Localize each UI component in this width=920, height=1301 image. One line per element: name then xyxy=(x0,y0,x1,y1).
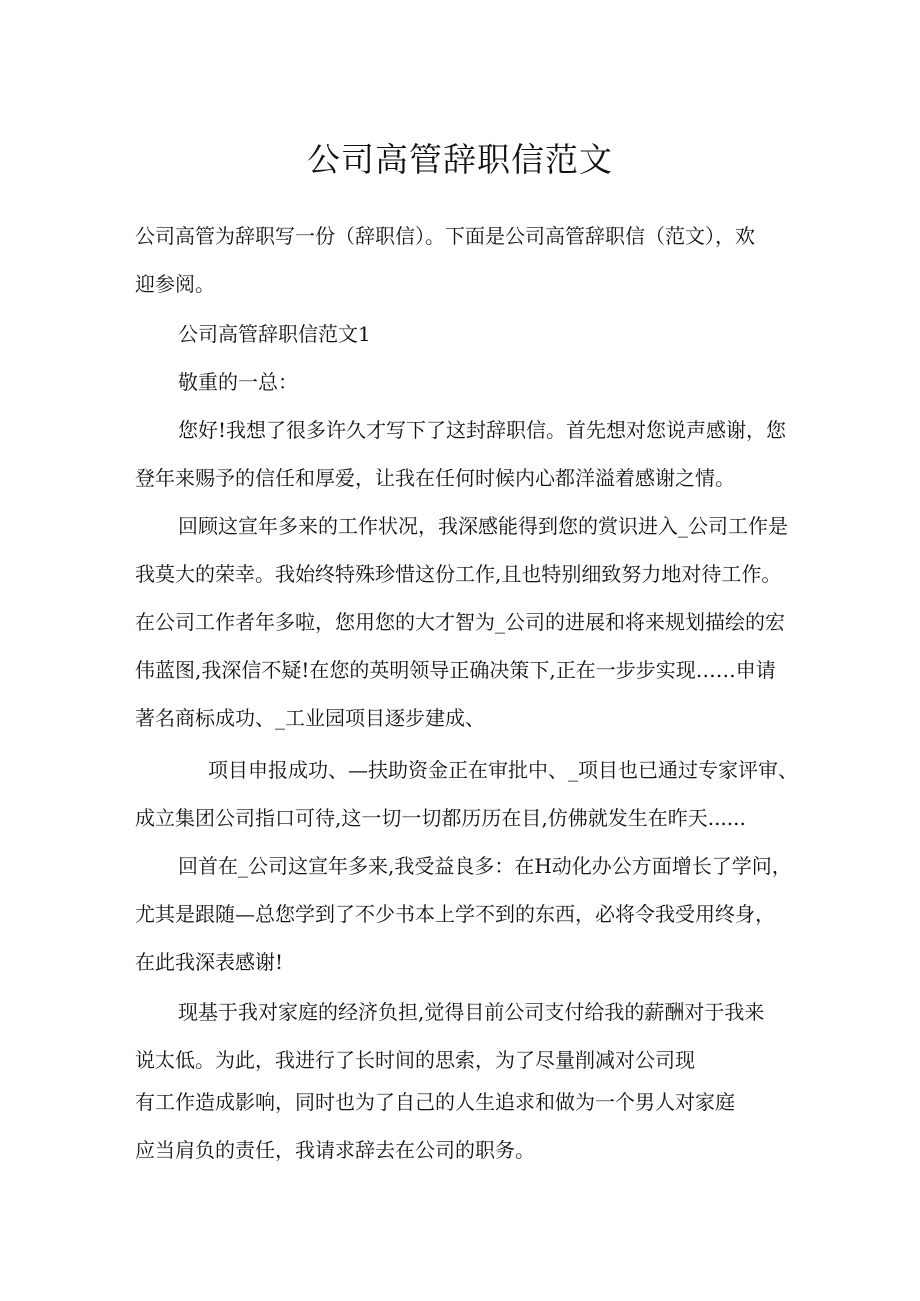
paragraph-line: 回首在_公司这宣年多来,我受益良多：在H动化办公方面增长了学问， xyxy=(178,854,792,878)
paragraph-line: 著名商标成功、_工业园项目逐步建成、 xyxy=(135,706,485,730)
paragraph-line: 在此我深表感谢! xyxy=(135,950,284,974)
paragraph-line: 我莫大的荣幸。我始终特殊珍惜这份工作,且也特别细致努力地对待工作。 xyxy=(135,562,782,586)
paragraph-line: 有工作造成影响，同时也为了自己的人生追求和做为一个男人对家庭 xyxy=(135,1090,735,1114)
section-heading: 公司高管辞职信范文1 xyxy=(178,322,371,346)
paragraph-line: 登年来赐予的信任和厚爱，让我在任何时候内心都洋溢着感谢之情。 xyxy=(135,466,735,490)
paragraph-line: 公司高管为辞职写一份（辞职信）。下面是公司高管辞职信（范文），欢 xyxy=(135,224,755,248)
paragraph-line: 成立集团公司指口可待,这一切一切都历历在目,仿佛就发生在昨天...... xyxy=(135,806,746,830)
paragraph-line: 在公司工作者年多啦，您用您的大才智为_公司的进展和将来规划描绘的宏 xyxy=(135,610,785,634)
salutation: 敬重的一总： xyxy=(178,370,298,394)
paragraph-line: 项目申报成功、—扶助资金正在审批中、_项目也已通过专家评审、 xyxy=(208,758,798,782)
paragraph-line: 您好!我想了很多许久才写下了这封辞职信。首先想对您说声感谢，您 xyxy=(178,418,787,442)
paragraph-line: 说太低。为此，我进行了长时间的思索，为了尽量削减对公司现 xyxy=(135,1048,695,1072)
paragraph-line: 回顾这宣年多来的工作状况，我深感能得到您的赏识进入_公司工作是 xyxy=(178,514,788,538)
paragraph-line: 现基于我对家庭的经济负担,觉得目前公司支付给我的薪酬对于我来 xyxy=(178,1000,765,1024)
paragraph-line: 伟蓝图,我深信不疑!在您的英明领导正确决策下,正在一步步实现……申请 xyxy=(135,658,776,682)
paragraph-line: 应当肩负的责任，我请求辞去在公司的职务。 xyxy=(135,1138,535,1162)
document-title: 公司高管辞职信范文 xyxy=(307,140,613,179)
paragraph-line: 尤其是跟随—总您学到了不少书本上学不到的东西，必将令我受用终身， xyxy=(135,902,775,926)
paragraph-line: 迎参阅。 xyxy=(135,272,215,296)
